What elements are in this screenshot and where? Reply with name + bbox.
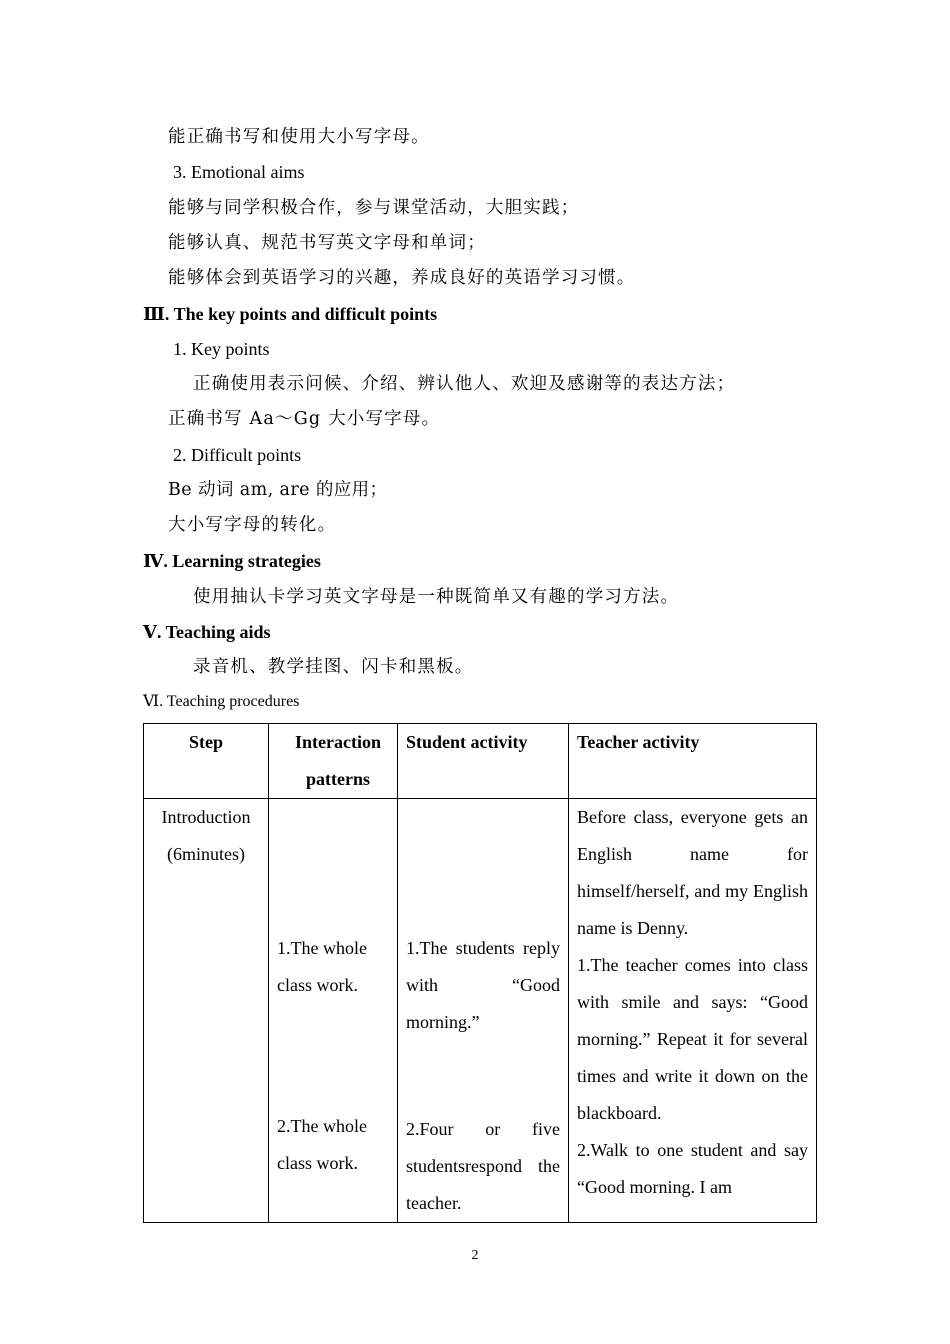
text-line: 能够与同学积极合作，参与课堂活动，大胆实践； <box>168 198 580 218</box>
section-heading-key-points: Ⅲ. The key points and difficult points <box>143 304 438 324</box>
text-line: 正确使用表示问候、介绍、辨认他人、欢迎及感谢等的表达方法； <box>193 374 736 394</box>
text-line: 能正确书写和使用大小写字母。 <box>168 127 430 147</box>
text-line: 使用抽认卡学习英文字母是一种既简单又有趣的学习方法。 <box>193 587 680 607</box>
text-line: 能够体会到英语学习的兴趣，养成良好的英语学习习惯。 <box>168 268 636 288</box>
student-activity-1: 1.The students reply with “Good morning.” <box>406 938 560 1032</box>
table-header-row <box>144 724 817 799</box>
section-heading-teaching-procedures: Ⅵ. Teaching procedures <box>143 693 300 710</box>
section-heading-learning-strategies: Ⅳ. Learning strategies <box>143 551 321 571</box>
table-row <box>144 799 817 1223</box>
header-interaction-patterns: Interaction patterns <box>269 724 398 799</box>
text-line: 能够认真、规范书写英文字母和单词； <box>168 233 486 253</box>
section-heading-teaching-aids: Ⅴ. Teaching aids <box>143 622 271 642</box>
subheading-difficult-points: 2. Difficult points <box>173 445 302 465</box>
text-line: 正确书写 Aa～Gg 大小写字母。 <box>168 409 441 429</box>
header-student-activity: Student activity <box>398 724 569 799</box>
procedures-table <box>143 723 817 1223</box>
subheading-emotional-aims: 3. Emotional aims <box>173 162 305 182</box>
subheading-key-points: 1. Key points <box>173 339 270 359</box>
cell-student-activity <box>398 799 569 1223</box>
cell-step: Introduction (6minutes) <box>144 799 269 1223</box>
interaction-item-1: 1.The whole class work. <box>277 938 367 995</box>
teacher-activity-2: 2.Walk to one student and say “Good morning. I am <box>577 1140 808 1197</box>
interaction-item-2: 2.The whole class work. <box>277 1116 367 1173</box>
student-activity-2: 2.Four or five studentsrespond the teacher. <box>406 1119 560 1213</box>
page-number: 2 <box>471 1248 479 1263</box>
header-step: Step <box>144 724 269 799</box>
teacher-activity-intro: Before class, everyone gets an English name for himself/herself, and my English name is Denny. <box>577 807 808 938</box>
teacher-activity-1: 1.The teacher comes into class with smile and says: “Good morning.” Repeat it for several times and write it down on the blackboard. <box>577 955 808 1123</box>
text-line: 大小写字母的转化。 <box>168 515 337 535</box>
header-teacher-activity: Teacher activity <box>569 724 817 799</box>
text-line: Be 动词 am, are 的应用； <box>168 480 388 500</box>
cell-teacher-activity <box>569 799 817 1223</box>
text-line: 录音机、教学挂图、闪卡和黑板。 <box>193 657 474 677</box>
cell-interaction <box>269 799 398 1223</box>
